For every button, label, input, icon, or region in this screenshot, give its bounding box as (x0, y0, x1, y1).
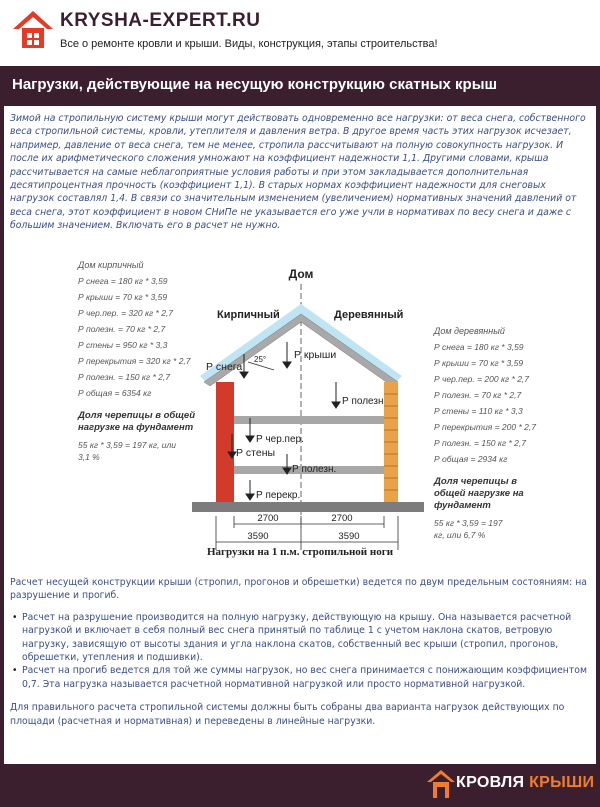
load-useful-right-label: Р полезн (342, 396, 384, 407)
bullet-text: Расчет на прогиб ведется для той же суммы нагрузок, но вес снега принимается с понижающим коэффициентом 0,7. Эта нагрузка называется расчетной нормативной нагрузкой или просто нормативной нагрузкой. (22, 665, 587, 690)
brick-calc-line: Р полезн. = 150 кг * 2,7 (78, 372, 170, 382)
brick-calc-line: Р полезн. = 70 кг * 2,7 (78, 324, 166, 334)
brick-share-title: Доля черепицы в общей нагрузке на фундамент (78, 410, 196, 433)
footer-brand[interactable] (456, 774, 594, 792)
brick-calc-line: Р стены = 950 кг * 3,3 (78, 340, 168, 350)
brick-calc-line: Р перекрытия = 320 кг * 2,7 (78, 356, 191, 366)
bullet-dot-icon: • (12, 665, 18, 677)
bullet-item (10, 611, 590, 665)
lower-text (10, 576, 590, 730)
site-tagline: Все о ремонте кровли и крыши. Виды, конструкция, этапы строительства! (60, 38, 438, 50)
house-label: Дом (288, 267, 314, 281)
wood-label: Деревянный (334, 309, 404, 321)
site-header (0, 0, 600, 66)
brick-wall (216, 382, 234, 502)
house-logo-icon[interactable] (10, 8, 56, 54)
wood-calc-line: Р крыши = 70 кг * 3,59 (434, 358, 524, 368)
bullet-list (10, 611, 590, 691)
bullet-item (10, 664, 590, 691)
wood-calc-title: Дом деревянный (434, 326, 505, 336)
load-walls-label: Р стены (236, 447, 276, 459)
bullet-dot-icon: • (12, 611, 18, 623)
footer-brand-b: КРЫШИ (529, 774, 595, 791)
load-roof-label: Р крыши (294, 349, 337, 361)
brick-share-value: 55 кг * 3,59 = 197 кг, или 3,1 % (78, 440, 177, 462)
attic-slab (234, 416, 384, 424)
dim-right-inner: 2700 (331, 513, 353, 524)
foundation (192, 502, 424, 512)
footer-brand-a: КРОВЛЯ (456, 774, 525, 791)
wood-share-title: Доля черепицы в общей нагрузке на фундамент (434, 476, 524, 511)
wood-calc-line: Р полезн. = 70 кг * 2,7 (434, 390, 522, 400)
site-name[interactable]: KRYSHA-EXPERT.RU (60, 10, 261, 31)
brick-calc-line: Р чер.пер. = 320 кг * 2,7 (78, 308, 174, 318)
wood-calc-line: Р чер.пер. = 200 кг * 2,7 (434, 374, 530, 384)
dim-left-inner: 2700 (257, 513, 279, 524)
wood-calc-line: Р полезн. = 150 кг * 2,7 (434, 438, 526, 448)
dim-right-outer: 3590 (338, 531, 360, 542)
wood-calc-line: Р снега = 180 кг * 3,59 (434, 342, 524, 352)
article-content (4, 106, 596, 764)
load-snow-label: Р снега (206, 361, 243, 373)
brick-calc-line: Р крыши = 70 кг * 3,59 (78, 292, 168, 302)
wood-calc-line: Р стены = 110 кг * 3,3 (434, 406, 523, 416)
brick-calc-line: Р общая = 6354 кг (78, 388, 152, 398)
states-paragraph: Расчет несущей конструкции крыши (стропил, прогонов и обрешетки) ведется по двум предельным состояниям: на разрушение и прогиб. (10, 577, 587, 602)
roof-load-diagram (4, 258, 596, 553)
wood-calc (433, 326, 536, 540)
intro-paragraph: Зимой на стропильную систему крыши могут действовать одновременно все нагрузки: от веса снега, собственного веса стропильной системы, кровли, утеплителя и давления ветра. В другое время часть этих нагрузок исчезает, например, давление от веса снега, тем не менее, стропила рассчитывают на полную совокупность нагрузок. И после их арифметического сложения умножают на коэффициент надежности 1,1. Другими словами, крыша рассчитывается на самые неблагоприятные условия работы и при этом закладывается дополнительная десятипроцентная прочность (коэффициент 1,1). В старых нормах коэффициент надежности для снеговых нагрузок составлял 1,4. В связи со значительным изменением (увеличением) нормативных значений давлений от веса снега, этот коэффициент в новом СНиПе не указывается его уже учли в нормативах по весу снега и даже с большим значением. Включать его в расчет не нужно. (10, 113, 586, 232)
closing-paragraph: Для правильного расчета стропильной системы должны быть собраны два варианта нагрузок действующих по площади (расчетная и нормативная) и переведены в линейные нагрузки. (10, 702, 565, 727)
brick-calc-line: Р снега = 180 кг * 3,59 (78, 276, 168, 286)
brick-calc (77, 260, 198, 462)
dim-left-outer: 3590 (247, 531, 269, 542)
page-title: Нагрузки, действующие на несущую конструкцию скатных крыш (12, 76, 498, 93)
house-drawing (192, 267, 424, 550)
brick-calc-title: Дом кирпичный (78, 260, 144, 270)
load-useful-left-label: Р полезн. (292, 464, 337, 475)
roof-angle-label: 25° (254, 355, 267, 364)
title-bar (0, 66, 600, 106)
wood-calc-line: Р перекрытия = 200 * 2,7 (434, 422, 536, 432)
load-attic-label: Р чер.пер. (256, 434, 304, 445)
wood-calc-line: Р общая = 2934 кг (434, 454, 508, 464)
diagram-caption: Нагрузки на 1 п.м. стропильной ноги (206, 546, 394, 558)
load-floor-label: Р перекр. (256, 490, 301, 501)
wood-share-value: 55 кг * 3,59 = 197 кг, или 6,7 % (434, 518, 503, 540)
brick-label: Кирпичный (217, 309, 280, 321)
bullet-text: Расчет на разрушение производится на полную нагрузку, действующую на крышу. Она называется расчетной нагрузкой и включает в себя полный вес снега принятый по таблице 1 с учетом наклона скатов, ветровую нагрузку, зависящую от высоты здания и угла наклона скатов, собственный вес крыши (стропил, прогонов, обрешетки, утепления и подшивки). (22, 611, 572, 664)
